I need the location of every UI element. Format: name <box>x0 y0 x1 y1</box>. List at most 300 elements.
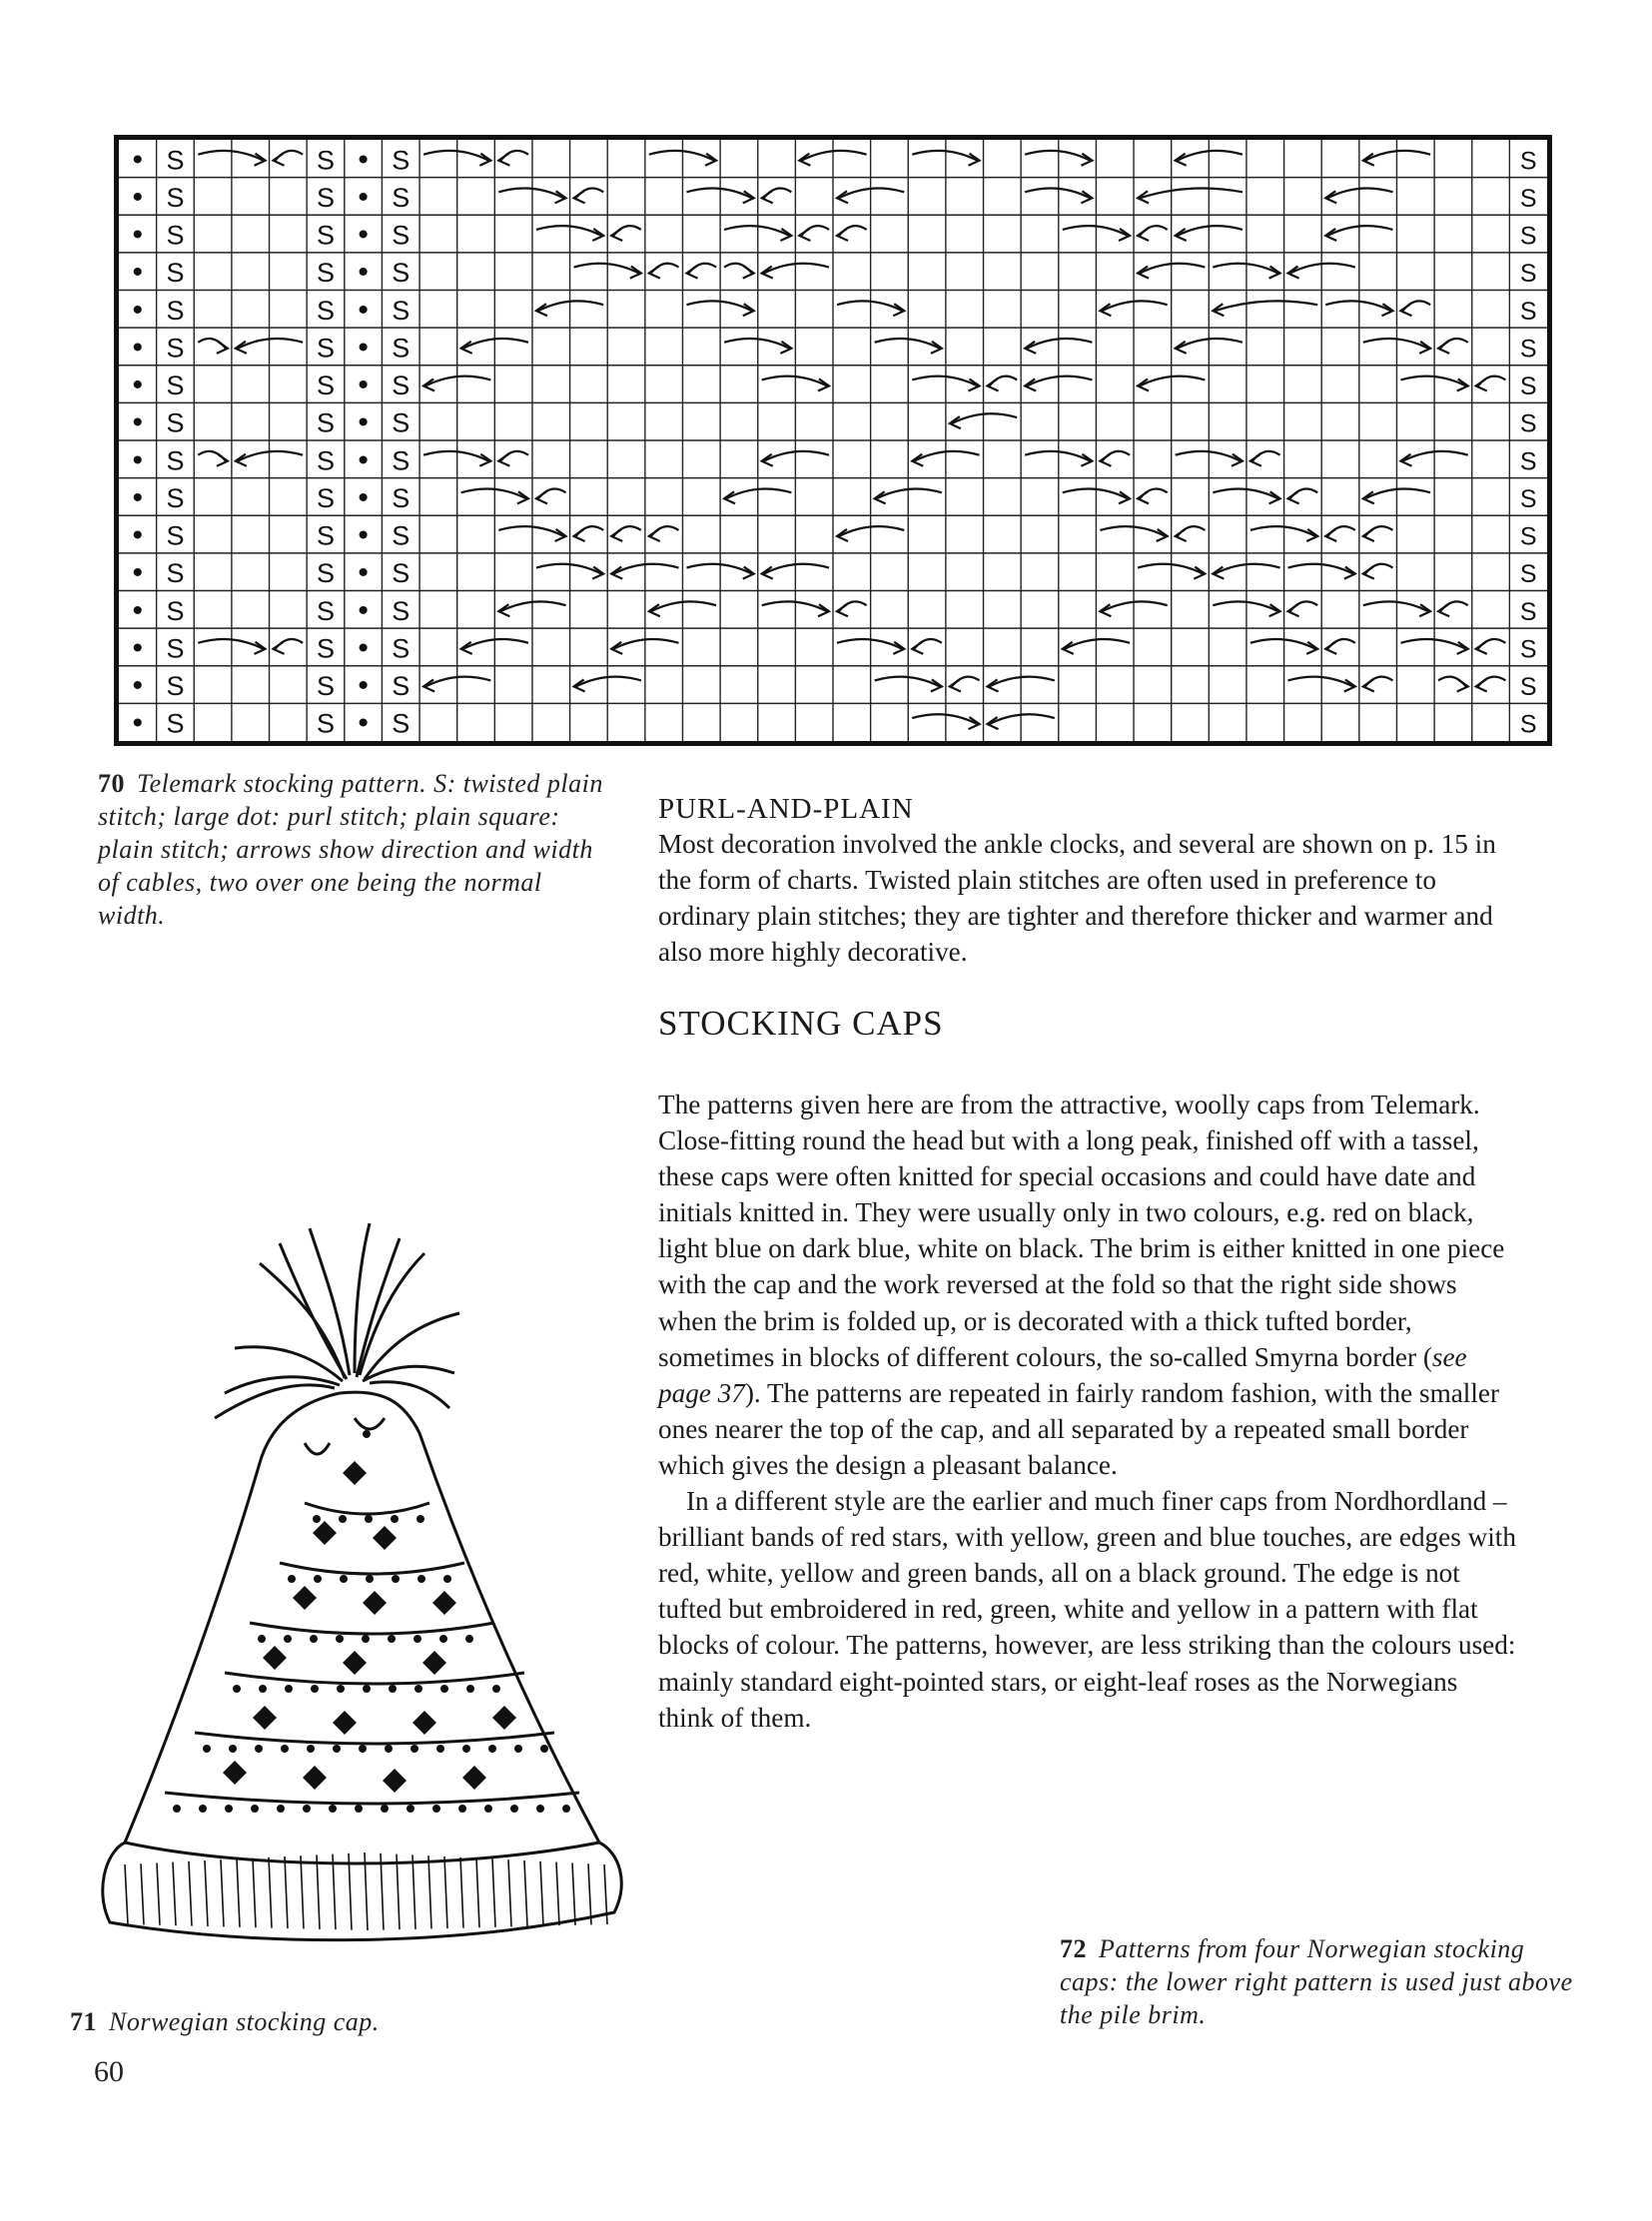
brim-texture <box>317 1854 320 1928</box>
pattern-motif <box>199 1805 207 1813</box>
pattern-band <box>305 1443 330 1454</box>
paragraph: Most decoration involved the ankle clocks, and several are shown on p. 15 in the form of charts. Twisted plain stitches are often used in preference to ordinary plain stitches; they are tighter and therefore thicker and warmer and also more highly decorative. <box>658 829 1496 968</box>
purl-dot: • <box>132 256 144 290</box>
brim-texture <box>125 1864 128 1924</box>
cable-arrow <box>1065 639 1130 649</box>
pattern-motif <box>363 1430 371 1438</box>
pattern-motif <box>337 1685 345 1693</box>
pattern-motif <box>255 1745 263 1753</box>
cable-arrow <box>500 601 565 611</box>
pattern-motif <box>225 1805 233 1813</box>
figure-70-caption <box>98 767 609 932</box>
cable-arrow <box>613 639 678 649</box>
pattern-band <box>280 1563 464 1574</box>
brim-texture <box>157 1862 160 1924</box>
cable-arrow <box>1063 488 1128 498</box>
cable-arrow <box>837 301 902 311</box>
twisted-stitch: S <box>1519 484 1537 513</box>
pattern-motif <box>407 1805 414 1813</box>
pattern-motif <box>333 1711 357 1735</box>
tassel-strand <box>360 1253 424 1375</box>
cable-arrow <box>463 639 528 649</box>
pattern-motif <box>492 1706 516 1730</box>
twisted-stitch: S <box>316 333 335 364</box>
cable-arrow <box>1213 601 1277 611</box>
brim-texture <box>285 1856 288 1928</box>
twisted-stitch: S <box>392 633 411 664</box>
cable-arrow <box>764 264 829 274</box>
pattern-band <box>305 1503 429 1514</box>
twisted-stitch: S <box>316 145 335 176</box>
cable-arrow <box>1325 301 1390 311</box>
cable-arrow <box>238 339 303 349</box>
figure-70-caption-text: Telemark stocking pattern. S: twisted plain stitch; large dot: purl stitch; plain square: plain stitch; arrows show direction and width of cables, two over one being the normal width. <box>98 769 603 930</box>
twisted-stitch: S <box>166 708 185 739</box>
cable-arrow <box>839 188 904 198</box>
pattern-motif <box>432 1591 456 1615</box>
twisted-stitch: S <box>316 295 335 326</box>
twisted-stitch: S <box>166 220 185 251</box>
cable-arrow <box>1327 226 1392 236</box>
twisted-stitch: S <box>316 220 335 251</box>
cable-arrow <box>198 639 263 649</box>
twisted-stitch: S <box>392 220 411 251</box>
brim-texture <box>333 1854 336 1930</box>
pattern-motif <box>310 1635 318 1643</box>
paragraph <box>658 1087 1519 1483</box>
paragraph-part: The patterns given here are from the attractive, woolly caps from Telemark. Close-fitting round the head but with a long peak, finished off with a tassel, these caps were often knitted for special occasions and could have date and initials knitted in. They were usually only in two colours, e.g. red on black, light blue on dark blue, white on black. The brim is either knitted in one piece with the cap and the work reversed at the fold so that the right side shows when the brim is folded up, or is decorated with a thick tufted border, sometimes in blocks of different colours, the so-called Smyrna border ( <box>658 1090 1505 1372</box>
twisted-stitch: S <box>166 595 185 626</box>
cable-arrow <box>425 376 490 386</box>
cable-arrow <box>1215 301 1317 311</box>
cable-arrow <box>764 564 829 574</box>
cable-arrow <box>1250 526 1315 536</box>
pattern-motif <box>303 1766 327 1790</box>
cable-arrow <box>423 151 488 161</box>
cable-arrow <box>801 151 866 161</box>
purl-dot: • <box>132 218 144 252</box>
pattern-motif <box>458 1805 466 1813</box>
brim-texture <box>476 1858 479 1928</box>
pattern-motif <box>311 1685 319 1693</box>
purl-dot: • <box>132 369 144 402</box>
twisted-stitch: S <box>1519 297 1537 326</box>
pattern-motif <box>233 1685 241 1693</box>
page-reference: see page 37 <box>658 1341 1467 1408</box>
cable-arrow <box>425 677 490 687</box>
purl-dot: • <box>132 556 144 590</box>
cable-arrow <box>990 714 1055 724</box>
pattern-motif <box>281 1745 289 1753</box>
twisted-stitch: S <box>1519 222 1537 251</box>
cable-arrow <box>649 151 714 161</box>
pattern-motif <box>484 1805 492 1813</box>
brim-texture <box>253 1858 256 1928</box>
cable-arrow <box>461 488 526 498</box>
pattern-motif <box>439 1635 447 1643</box>
figure-71-caption <box>70 2005 629 2038</box>
twisted-stitch: S <box>316 520 335 551</box>
figure-72-caption-text: Patterns from four Norwegian stocking caps: the lower right pattern is used just above the pile brim. <box>1060 1934 1573 2029</box>
cable-arrow <box>1178 226 1242 236</box>
page-number: 60 <box>94 2055 124 2088</box>
pattern-motif <box>383 1769 407 1793</box>
cable-arrow <box>875 339 940 349</box>
pattern-motif <box>536 1805 544 1813</box>
chart-grid <box>119 140 1547 741</box>
twisted-stitch: S <box>316 595 335 626</box>
brim-texture <box>460 1857 463 1928</box>
brim-texture <box>205 1860 208 1926</box>
twisted-stitch: S <box>1519 409 1537 438</box>
cable-arrow <box>423 451 488 461</box>
cable-arrow <box>1140 264 1205 274</box>
cable-arrow <box>238 451 303 461</box>
cable-arrow <box>1025 188 1090 198</box>
twisted-stitch: S <box>166 445 185 476</box>
pattern-motif <box>413 1711 436 1735</box>
brim-texture <box>189 1861 192 1926</box>
purl-dot: • <box>358 631 369 665</box>
pattern-motif <box>392 1575 400 1583</box>
pattern-motif <box>411 1745 418 1753</box>
twisted-stitch: S <box>1519 635 1537 664</box>
cable-arrow <box>538 301 603 311</box>
pattern-motif <box>277 1805 285 1813</box>
twisted-stitch: S <box>166 370 185 401</box>
cable-arrow <box>1102 301 1167 311</box>
twisted-stitch: S <box>166 333 185 364</box>
brim-texture <box>508 1859 511 1926</box>
purl-dot: • <box>358 518 369 552</box>
purl-dot: • <box>358 293 369 327</box>
pattern-motif <box>263 1646 287 1670</box>
brim-texture <box>301 1855 304 1928</box>
cable-arrow <box>1250 639 1315 649</box>
cable-arrow <box>1063 226 1128 236</box>
cable-arrow <box>686 564 751 574</box>
pattern-motif <box>303 1805 311 1813</box>
pattern-band <box>195 1733 554 1744</box>
pattern-motif <box>373 1526 397 1550</box>
twisted-stitch: S <box>392 182 411 213</box>
cable-arrow <box>1178 151 1242 161</box>
pattern-motif <box>203 1745 211 1753</box>
cable-arrow <box>764 451 829 461</box>
pattern-motif <box>343 1651 367 1675</box>
pattern-motif <box>314 1575 322 1583</box>
cable-arrow <box>1100 526 1165 536</box>
cable-arrow <box>576 677 641 687</box>
cable-arrow <box>463 339 528 349</box>
figure-72-number: 72 <box>1060 1934 1087 1963</box>
pattern-motif <box>229 1745 237 1753</box>
pattern-motif <box>259 1685 267 1693</box>
pattern-motif <box>462 1745 470 1753</box>
cable-arrow <box>1025 151 1090 161</box>
cable-arrow <box>1288 564 1353 574</box>
pattern-motif <box>340 1575 348 1583</box>
twisted-stitch: S <box>392 558 411 589</box>
pattern-motif <box>365 1515 373 1523</box>
twisted-stitch: S <box>316 671 335 702</box>
purl-dot: • <box>358 218 369 252</box>
cable-arrow <box>912 376 977 386</box>
purl-dot: • <box>358 405 369 439</box>
figure-72-caption <box>1060 1932 1579 2031</box>
twisted-stitch: S <box>316 558 335 589</box>
cable-arrow <box>726 488 791 498</box>
pattern-motif <box>293 1586 317 1610</box>
twisted-stitch: S <box>392 445 411 476</box>
purl-dot: • <box>132 706 144 740</box>
cable-arrow <box>837 639 902 649</box>
cable-arrow <box>990 677 1055 687</box>
cable-arrow <box>762 376 827 386</box>
purl-dot: • <box>358 180 369 214</box>
twisted-stitch: S <box>166 295 185 326</box>
purl-dot: • <box>358 593 369 627</box>
twisted-stitch: S <box>166 407 185 438</box>
twisted-stitch: S <box>392 708 411 739</box>
pattern-motif <box>362 1635 370 1643</box>
purl-dot: • <box>132 631 144 665</box>
twisted-stitch: S <box>166 182 185 213</box>
twisted-stitch: S <box>1519 673 1537 702</box>
twisted-stitch: S <box>316 633 335 664</box>
pattern-motif <box>417 1575 425 1583</box>
twisted-stitch: S <box>392 258 411 289</box>
brim-texture <box>540 1861 543 1926</box>
pattern-motif <box>514 1745 522 1753</box>
pattern-motif <box>492 1685 500 1693</box>
twisted-stitch: S <box>166 482 185 513</box>
figure-70-number: 70 <box>98 769 125 798</box>
pattern-motif <box>313 1521 337 1545</box>
purl-dot: • <box>358 669 369 703</box>
cable-arrow <box>1102 601 1167 611</box>
cable-arrow <box>498 188 563 198</box>
brim-texture <box>524 1860 527 1926</box>
cable-arrow <box>1327 188 1392 198</box>
purl-and-plain-paragraph <box>658 826 1517 970</box>
pattern-motif <box>466 1685 474 1693</box>
twisted-stitch: S <box>1519 260 1537 289</box>
cable-arrow <box>1290 264 1355 274</box>
purl-dot: • <box>132 405 144 439</box>
cable-arrow <box>574 264 639 274</box>
pattern-motif <box>223 1761 247 1785</box>
purl-dot: • <box>358 369 369 402</box>
figure-71-caption-text: Norwegian stocking cap. <box>109 2007 380 2036</box>
pattern-motif <box>363 1591 387 1615</box>
twisted-stitch: S <box>1519 522 1537 551</box>
brim-texture <box>221 1859 224 1926</box>
pattern-motif <box>363 1685 371 1693</box>
purl-dot: • <box>132 180 144 214</box>
purl-dot: • <box>132 480 144 514</box>
purl-dot: • <box>132 293 144 327</box>
twisted-stitch: S <box>166 520 185 551</box>
pattern-motif <box>333 1745 341 1753</box>
cable-arrow <box>1365 488 1430 498</box>
purl-dot: • <box>132 143 144 177</box>
paragraph-part: ). The patterns are repeated in fairly random fashion, with the smaller ones nearer the top of the cap, and all separated by a repeated small border which gives the design a pleasant balance. <box>658 1377 1500 1480</box>
twisted-stitch: S <box>392 520 411 551</box>
pattern-motif <box>413 1635 421 1643</box>
twisted-stitch: S <box>1519 147 1537 176</box>
purl-dot: • <box>132 669 144 703</box>
cable-arrow <box>1176 451 1240 461</box>
brim-texture <box>237 1858 240 1926</box>
cable-arrow <box>724 339 789 349</box>
cable-arrow <box>686 301 751 311</box>
twisted-stitch: S <box>392 482 411 513</box>
purl-dot: • <box>358 331 369 365</box>
purl-dot: • <box>358 143 369 177</box>
norwegian-stocking-cap-illustration <box>55 1203 654 1962</box>
twisted-stitch: S <box>166 258 185 289</box>
cable-arrow <box>1025 451 1090 461</box>
cable-arrow <box>1402 451 1467 461</box>
pattern-motif <box>414 1685 422 1693</box>
brim-texture <box>444 1856 447 1928</box>
twisted-stitch: S <box>392 145 411 176</box>
cable-arrow <box>1365 151 1430 161</box>
cable-arrow <box>498 526 563 536</box>
pattern-band <box>225 1673 524 1684</box>
pattern-motif <box>391 1515 399 1523</box>
cable-arrow <box>1400 639 1465 649</box>
twisted-stitch: S <box>392 407 411 438</box>
twisted-stitch: S <box>392 370 411 401</box>
twisted-stitch: S <box>166 145 185 176</box>
pattern-motif <box>416 1515 424 1523</box>
pattern-motif <box>355 1805 363 1813</box>
pattern-motif <box>285 1685 293 1693</box>
brim-texture <box>269 1857 272 1928</box>
twisted-stitch: S <box>316 182 335 213</box>
cable-arrow <box>762 601 827 611</box>
pattern-motif <box>510 1805 518 1813</box>
brim-texture <box>141 1863 144 1924</box>
cable-arrow <box>1288 677 1353 687</box>
cable-arrow <box>724 226 789 236</box>
cable-arrow <box>686 188 751 198</box>
section-heading-purl-and-plain: PURL-AND-PLAIN <box>658 793 914 825</box>
twisted-stitch: S <box>1519 710 1537 739</box>
cable-arrow <box>912 714 977 724</box>
telemark-stocking-chart <box>114 135 1552 746</box>
cable-arrow <box>875 677 940 687</box>
twisted-stitch: S <box>1519 597 1537 626</box>
pattern-motif <box>366 1575 374 1583</box>
pattern-motif <box>313 1515 321 1523</box>
purl-dot: • <box>358 443 369 477</box>
purl-dot: • <box>358 556 369 590</box>
pattern-motif <box>540 1745 548 1753</box>
pattern-band <box>165 1793 579 1804</box>
pattern-motif <box>385 1745 393 1753</box>
purl-dot: • <box>132 443 144 477</box>
brim-texture <box>588 1863 591 1924</box>
pattern-motif <box>288 1575 296 1583</box>
purl-dot: • <box>358 256 369 290</box>
pattern-motif <box>359 1745 367 1753</box>
pattern-motif <box>465 1635 473 1643</box>
cable-arrow <box>914 451 979 461</box>
tassel-strand <box>363 1366 454 1381</box>
cable-arrow <box>1400 376 1465 386</box>
purl-dot: • <box>358 480 369 514</box>
pattern-motif <box>258 1635 266 1643</box>
brim-texture <box>381 1853 384 1930</box>
cable-arrow <box>1363 339 1428 349</box>
brim-texture <box>397 1854 400 1930</box>
twisted-stitch: S <box>316 445 335 476</box>
brim-texture <box>173 1862 176 1926</box>
twisted-stitch: S <box>1519 560 1537 589</box>
cable-arrow <box>651 601 716 611</box>
pattern-motif <box>307 1745 315 1753</box>
purl-dot: • <box>132 593 144 627</box>
cable-arrow <box>1140 376 1205 386</box>
pattern-motif <box>339 1515 347 1523</box>
cable-arrow <box>1027 376 1092 386</box>
pattern-motif <box>562 1805 570 1813</box>
cable-arrow <box>198 151 263 161</box>
twisted-stitch: S <box>166 633 185 664</box>
twisted-stitch: S <box>316 482 335 513</box>
pattern-motif <box>422 1651 446 1675</box>
pattern-motif <box>462 1766 486 1790</box>
pattern-band <box>250 1623 494 1634</box>
cable-arrow <box>613 564 678 574</box>
cable-arrow <box>952 413 1017 423</box>
purl-dot: • <box>358 706 369 740</box>
pattern-motif <box>284 1635 292 1643</box>
twisted-stitch: S <box>1519 372 1537 401</box>
cable-arrow <box>1178 339 1242 349</box>
twisted-stitch: S <box>316 370 335 401</box>
tassel-strand <box>310 1228 350 1375</box>
pattern-motif <box>343 1461 367 1485</box>
pattern-motif <box>381 1805 389 1813</box>
brim-texture <box>413 1854 415 1928</box>
tassel-strand <box>260 1263 345 1378</box>
cable-arrow <box>1027 339 1092 349</box>
twisted-stitch: S <box>166 671 185 702</box>
section-heading-stocking-caps: STOCKING CAPS <box>658 1004 944 1043</box>
twisted-stitch: S <box>166 558 185 589</box>
pattern-motif <box>488 1745 496 1753</box>
twisted-stitch: S <box>1519 184 1537 213</box>
pattern-motif <box>389 1685 397 1693</box>
paragraph: In a different style are the earlier and much finer caps from Nordhordland – brilliant bands of red stars, with yellow, green and blue touches, are edges with red, white, yellow and green bands, all on a black ground. The edge is not tufted but embroidered in red, green, white and yellow in a pattern with flat blocks of colour. The patterns, however, are less striking than the colours used: mainly standard eight-pointed stars, or eight-leaf roses as the Norwegians think of them. <box>658 1486 1516 1733</box>
cable-arrow <box>1213 488 1277 498</box>
purl-dot: • <box>132 331 144 365</box>
cable-arrow <box>877 488 942 498</box>
twisted-stitch: S <box>392 295 411 326</box>
cable-arrow <box>1138 564 1203 574</box>
pattern-motif <box>251 1805 259 1813</box>
cable-arrow <box>912 151 977 161</box>
purl-dot: • <box>132 518 144 552</box>
twisted-stitch: S <box>392 671 411 702</box>
pattern-motif <box>253 1706 277 1730</box>
cable-arrow <box>1140 188 1242 198</box>
pattern-motif <box>436 1745 444 1753</box>
